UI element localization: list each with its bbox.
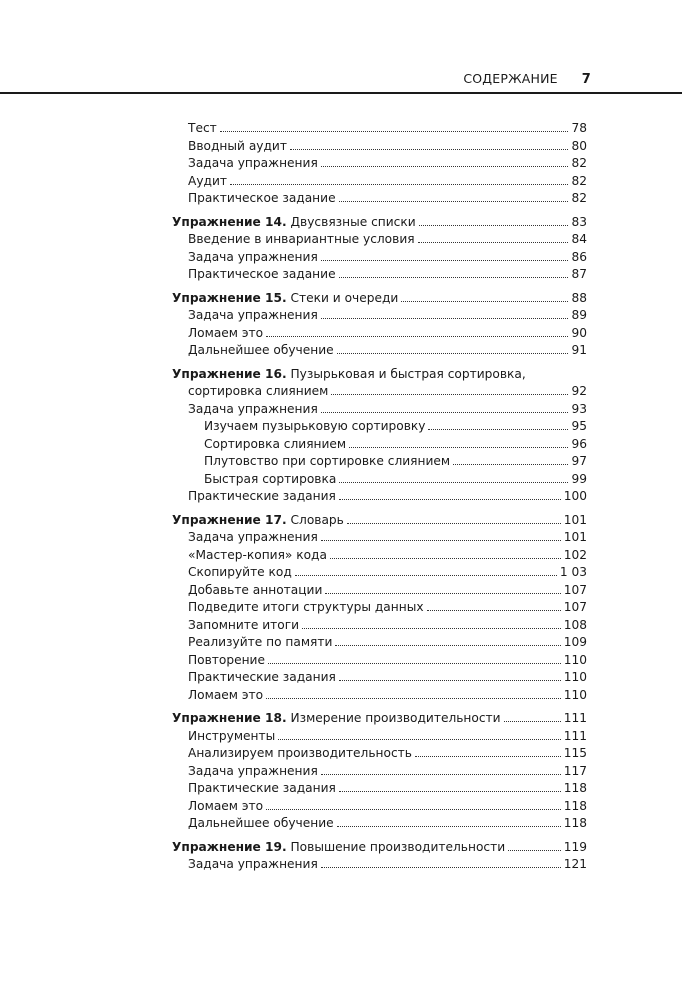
toc-entry: Анализируем производительность 115 (188, 746, 587, 760)
toc-entry: Аудит 82 (188, 173, 587, 188)
toc-entry: Практическое задание 87 (188, 267, 587, 281)
toc-chapter-entry: Упражнение 18. Измерение производительности 111 (172, 711, 587, 725)
toc-entry: Ломаем это 118 (188, 798, 587, 813)
toc-entry: Практические задания 110 (188, 670, 587, 684)
toc-group (172, 367, 587, 507)
toc-subentry: Плутовство при сортировке слиянием 97 (204, 454, 587, 468)
toc-entry: Задача упражнения 117 (188, 763, 587, 778)
toc-subentry: Сортировка слиянием 96 (204, 436, 587, 451)
toc-group (172, 215, 587, 285)
toc-entry: Задача упражнения 101 (188, 530, 587, 544)
toc-entry: Дальнейшее обучение 118 (188, 816, 587, 830)
toc-subentry: Быстрая сортировка 99 (204, 471, 587, 486)
toc-entry: Скопируйте код 1 03 (188, 565, 587, 579)
toc-entry: Ломаем это 90 (188, 325, 587, 340)
toc-chapter-entry: Упражнение 19. Повышение производительности 119 (172, 839, 587, 854)
toc-entry: Практические задания 118 (188, 781, 587, 795)
toc-entry: Добавьте аннотации 107 (188, 582, 587, 597)
toc-entry: Запомните итоги 108 (188, 617, 587, 632)
toc-chapter-entry: сортировка слиянием 92 (188, 384, 587, 398)
toc-subentry: Изучаем пузырьковую сортировку 95 (204, 419, 587, 433)
toc-entry: Задача упражнения 86 (188, 249, 587, 264)
toc-group (172, 121, 587, 209)
toc-entry: Подведите итоги структуры данных 107 (188, 600, 587, 614)
toc-group (172, 840, 587, 875)
running-header (463, 71, 591, 87)
toc-entry: Практическое задание 82 (188, 191, 587, 205)
toc-group (172, 513, 587, 706)
toc-entry: Задача упражнения 121 (188, 857, 587, 871)
toc-entry: Дальнейшее обучение 91 (188, 343, 587, 357)
table-of-contents (172, 121, 587, 881)
toc-chapter-entry: Упражнение 17. Словарь 101 (172, 512, 587, 527)
toc-entry: Задача упражнения 93 (188, 401, 587, 416)
toc-group (172, 291, 587, 361)
toc-entry: Тест 78 (188, 121, 587, 135)
toc-chapter-title: Упражнение 16. Пузырьковая и быстрая сортировка, (172, 366, 526, 381)
toc-entry: Ломаем это 110 (188, 687, 587, 702)
toc-entry: Реализуйте по памяти 109 (188, 635, 587, 649)
toc-entry: Задача упражнения 82 (188, 156, 587, 170)
toc-group (172, 711, 587, 834)
toc-chapter-entry: Упражнение 14. Двусвязные списки 83 (172, 214, 587, 229)
toc-entry: Повторение 110 (188, 652, 587, 667)
toc-entry: «Мастер-копия» кода 102 (188, 547, 587, 562)
page-number: 7 (581, 72, 591, 87)
toc-entry: Вводный аудит 80 (188, 138, 587, 153)
section-title: СОДЕРЖАНИЕ (463, 71, 558, 86)
header-rule (0, 92, 682, 94)
toc-entry: Введение в инвариантные условия 84 (188, 232, 587, 246)
toc-entry: Задача упражнения 89 (188, 308, 587, 322)
toc-entry: Практические задания 100 (188, 489, 587, 503)
toc-entry: Инструменты 111 (188, 728, 587, 743)
toc-chapter-entry: Упражнение 15. Стеки и очереди 88 (172, 290, 587, 305)
